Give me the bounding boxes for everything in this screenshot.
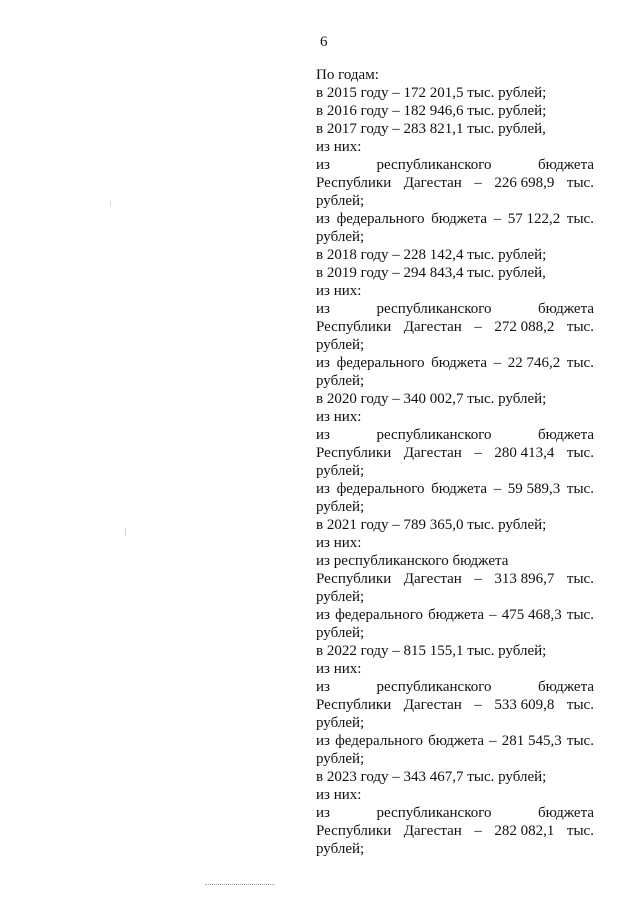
text-word: Республики — [316, 697, 392, 713]
text-line: в 2017 году – 283 821,1 тыс. рублей, — [316, 121, 546, 137]
justified-line — [316, 426, 594, 444]
text-word: – — [474, 571, 482, 587]
text-word: федерального — [336, 211, 425, 227]
text-word: – — [474, 319, 482, 335]
justified-line — [316, 570, 594, 588]
text-word: из — [316, 301, 330, 317]
document-body — [316, 66, 594, 858]
justified-line — [316, 156, 594, 174]
text-word: федерального — [336, 481, 425, 497]
text-word: 22 746,2 — [507, 355, 561, 371]
text-word: тыс. — [566, 445, 594, 461]
text-line: рублей; — [316, 715, 365, 731]
justified-line — [316, 732, 594, 750]
scan-edge-mark-top — [110, 200, 111, 206]
text-word: из — [316, 355, 330, 371]
text-word: – — [489, 733, 497, 749]
text-line: рублей; — [316, 229, 365, 245]
text-word: тыс. — [566, 733, 594, 749]
text-word: Дагестан — [403, 697, 462, 713]
text-word: бюджета — [431, 481, 488, 497]
text-word: тыс. — [566, 823, 594, 839]
text-line: рублей; — [316, 463, 365, 479]
text-word: Республики — [316, 445, 392, 461]
text-line: рублей; — [316, 373, 365, 389]
justified-line — [316, 318, 594, 336]
text-word: республиканского — [376, 301, 492, 317]
text-line: в 2023 году – 343 467,7 тыс. рублей; — [316, 769, 547, 785]
text-line: из республиканского бюджета — [316, 553, 509, 569]
text-line: рублей; — [316, 193, 365, 209]
text-word: 282 082,1 — [494, 823, 555, 839]
text-word: тыс. — [566, 697, 594, 713]
text-line: рублей; — [316, 499, 365, 515]
text-line: из них: — [316, 283, 362, 299]
text-word: из — [316, 679, 330, 695]
justified-line — [316, 354, 594, 372]
text-line: По годам: — [316, 67, 379, 83]
text-word: тыс. — [566, 481, 594, 497]
text-word: тыс. — [566, 607, 594, 623]
text-word: федерального — [336, 355, 425, 371]
text-word: – — [493, 481, 502, 497]
text-word: – — [493, 355, 502, 371]
text-word: из — [316, 211, 330, 227]
text-word: тыс. — [566, 571, 594, 587]
text-word: – — [493, 211, 502, 227]
text-word: Республики — [316, 823, 392, 839]
justified-line — [316, 480, 594, 498]
text-word: федерального — [335, 733, 423, 749]
text-word: 272 088,2 — [494, 319, 555, 335]
text-line: в 2022 году – 815 155,1 тыс. рублей; — [316, 643, 547, 659]
justified-line — [316, 804, 594, 822]
text-word: Дагестан — [403, 319, 462, 335]
text-word: бюджета — [538, 301, 594, 317]
text-line: из них: — [316, 787, 362, 803]
justified-line — [316, 822, 594, 840]
text-word: из — [316, 805, 330, 821]
text-line: из них: — [316, 535, 362, 551]
text-line: в 2019 году – 294 843,4 тыс. рублей, — [316, 265, 546, 281]
text-word: республиканского — [376, 805, 492, 821]
text-word: Дагестан — [403, 175, 462, 191]
text-word: тыс. — [566, 355, 594, 371]
text-word: Республики — [316, 175, 392, 191]
text-word: бюджета — [428, 607, 485, 623]
text-word: Дагестан — [403, 571, 462, 587]
text-line: в 2015 году – 172 201,5 тыс. рублей; — [316, 85, 547, 101]
text-word: 475 468,3 — [501, 607, 562, 623]
text-word: из — [316, 157, 330, 173]
text-line: в 2018 году – 228 142,4 тыс. рублей; — [316, 247, 547, 263]
text-word: Дагестан — [403, 445, 462, 461]
text-word: республиканского — [376, 679, 492, 695]
text-word: – — [474, 445, 482, 461]
text-word: 313 896,7 — [494, 571, 555, 587]
text-line: из них: — [316, 661, 362, 677]
text-word: бюджета — [538, 805, 594, 821]
text-word: – — [489, 607, 497, 623]
text-word: 281 545,3 — [501, 733, 562, 749]
scan-edge-mark-middle — [125, 528, 126, 536]
text-line: рублей; — [316, 337, 365, 353]
text-word: Дагестан — [403, 823, 462, 839]
text-word: из — [316, 481, 330, 497]
text-word: Республики — [316, 571, 392, 587]
text-word: бюджета — [431, 355, 488, 371]
justified-line — [316, 678, 594, 696]
text-word: республиканского — [376, 427, 492, 443]
text-word: 57 122,2 — [507, 211, 561, 227]
text-word: бюджета — [538, 427, 594, 443]
text-word: тыс. — [566, 211, 594, 227]
text-word: тыс. — [566, 319, 594, 335]
justified-line — [316, 606, 594, 624]
text-line: рублей; — [316, 625, 365, 641]
text-word: – — [474, 175, 482, 191]
text-word: бюджета — [538, 679, 594, 695]
text-word: бюджета — [538, 157, 594, 173]
text-line: в 2021 году – 789 365,0 тыс. рублей; — [316, 517, 547, 533]
text-line: в 2020 году – 340 002,7 тыс. рублей; — [316, 391, 547, 407]
text-word: 226 698,9 — [494, 175, 555, 191]
text-line: рублей; — [316, 841, 365, 857]
justified-line — [316, 174, 594, 192]
text-word: 59 589,3 — [507, 481, 561, 497]
text-word: из — [316, 733, 330, 749]
page-number: 6 — [320, 34, 328, 50]
text-word: бюджета — [428, 733, 485, 749]
text-word: республиканского — [376, 157, 492, 173]
text-word: тыс. — [566, 175, 594, 191]
text-word: – — [474, 823, 482, 839]
text-word: из — [316, 427, 330, 443]
text-word: 533 609,8 — [494, 697, 555, 713]
justified-line — [316, 444, 594, 462]
text-word: Республики — [316, 319, 392, 335]
text-word: бюджета — [431, 211, 488, 227]
text-word: федерального — [335, 607, 423, 623]
text-line: из них: — [316, 409, 362, 425]
justified-line — [316, 696, 594, 714]
text-word: 280 413,4 — [494, 445, 555, 461]
text-line: в 2016 году – 182 946,6 тыс. рублей; — [316, 103, 547, 119]
text-line: из них: — [316, 139, 362, 155]
text-line: рублей; — [316, 751, 365, 767]
justified-line — [316, 300, 594, 318]
text-word: – — [474, 697, 482, 713]
footer-scan-rule — [205, 884, 275, 885]
text-line: рублей; — [316, 589, 365, 605]
text-word: из — [316, 607, 330, 623]
justified-line — [316, 210, 594, 228]
